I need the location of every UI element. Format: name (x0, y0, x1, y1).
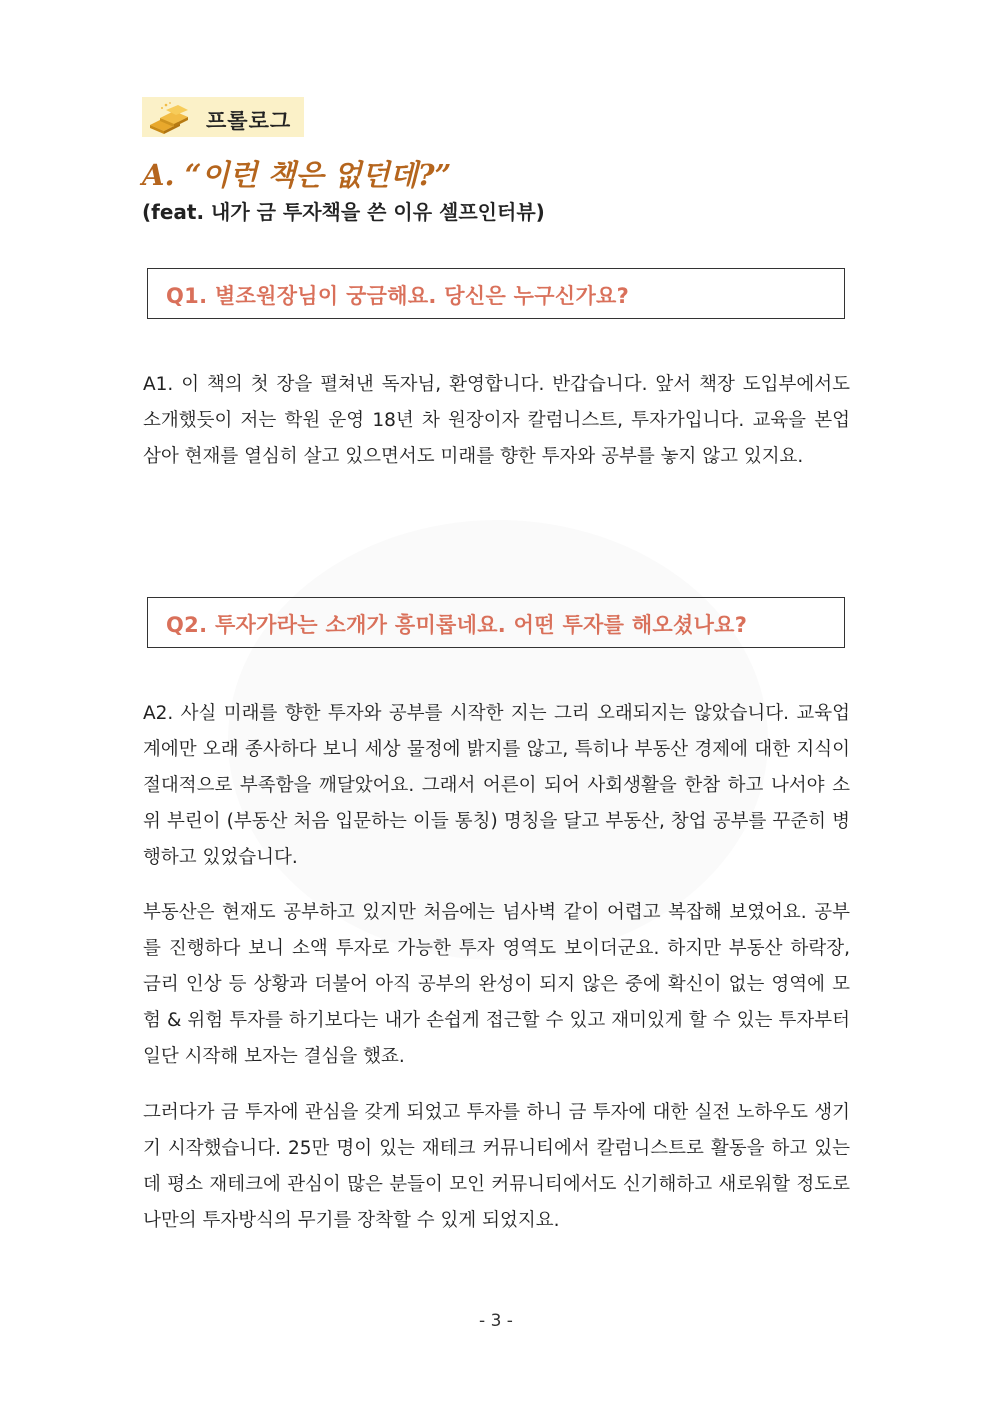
question-box-2 (147, 597, 845, 648)
answer-paragraph-3: 부동산은 현재도 공부하고 있지만 처음에는 넘사벽 같이 어렵고 복잡해 보였어요. 공부를 진행하다 보니 소액 투자로 가능한 투자 영역도 보이더군요. 하지만 부동산 하락장, 금리 인상 등 상황과 더불어 아직 공부의 완성이 되지 않은 중에 확신이 없는 영역에 모험 & 위험 투자를 하기보다는 내가 손쉽게 접근할 수 있고 재미있게 할 수 있는 투자부터 일단 시작해 보자는 결심을 했죠. (143, 902, 850, 1067)
chapter-label-text: 프롤로그 (206, 109, 292, 133)
section-subtitle: (feat. 내가 금 투자책을 쓴 이유 셀프인터뷰) (142, 200, 545, 224)
answer-paragraph-4: 그러다가 금 투자에 관심을 갖게 되었고 투자를 하니 금 투자에 대한 실전 노하우도 생기기 시작했습니다. 25만 명이 있는 재테크 커뮤니티에서 칼럼니스트로 활동을 하고 있는데 평소 재테크에 관심이 많은 분들이 모인 커뮤니티에서도 신기해하고 새로워할 정도로 나만의 투자방식의 무기를 장착할 수 있게 되었지요. (143, 1102, 850, 1231)
question-text-1: Q1. 별조원장님이 궁금해요. 당신은 누구신가요? (166, 284, 630, 308)
section-title: A. “이런 책은 없던데?” (142, 158, 452, 192)
answer-paragraph-1: A1. 이 책의 첫 장을 펼쳐낸 독자님, 환영합니다. 반갑습니다. 앞서 책장 도입부에서도 소개했듯이 저는 학원 운영 18년 차 원장이자 칼럼니스트, 투자가입니다. 교육을 본업 삼아 현재를 열심히 살고 있으면서도 미래를 향한 투자와 공부를 놓지 않고 있지요. (143, 374, 850, 467)
chapter-label (142, 97, 304, 137)
answer-paragraph-2: A2. 사실 미래를 향한 투자와 공부를 시작한 지는 그리 오래되지는 않았습니다. 교육업계에만 오래 종사하다 보니 세상 물정에 밝지를 않고, 특히나 부동산 경제에 대한 지식이 절대적으로 부족함을 깨달았어요. 그래서 어른이 되어 사회생활을 한참 하고 나서야 소위 부린이 (부동산 처음 입문하는 이들 통칭) 명칭을 달고 부동산, 창업 공부를 꾸준히 병행하고 있었습니다. (143, 703, 850, 868)
question-text-2: Q2. 투자가라는 소개가 흥미롭네요. 어떤 투자를 해오셨나요? (166, 613, 748, 637)
page-number: - 3 - (479, 1311, 513, 1331)
question-box-1 (147, 268, 845, 319)
gold-bars-icon (146, 101, 194, 135)
